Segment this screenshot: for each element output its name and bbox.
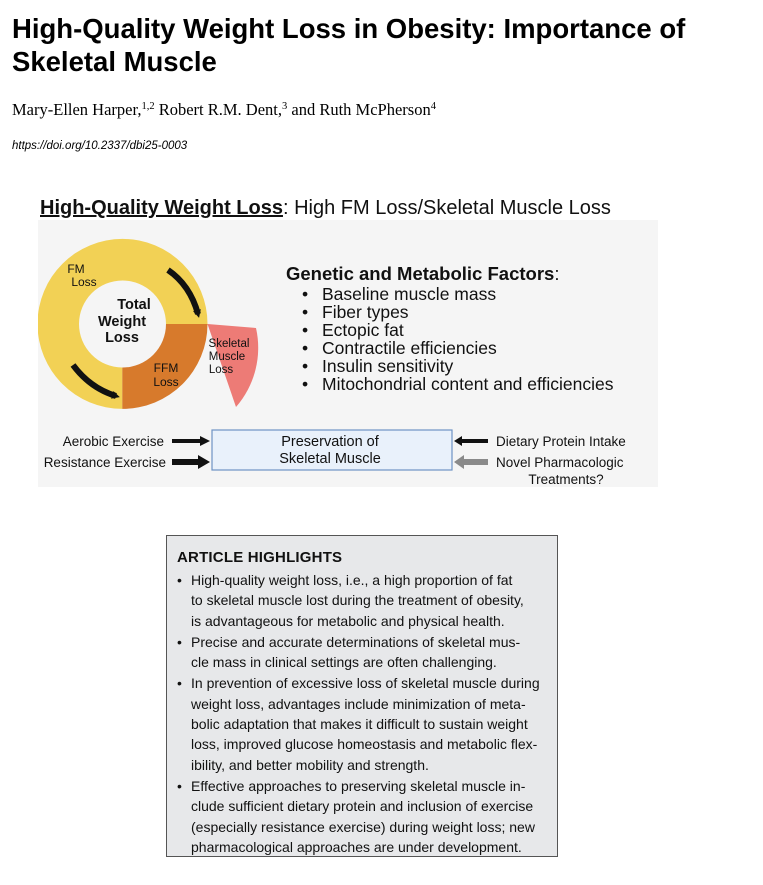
factor-item: Insulin sensitivity [322,356,454,376]
factor-bullet: • [302,320,309,340]
graphical-abstract-figure [38,187,658,487]
factor-bullet: • [302,374,309,394]
highlight-line: weight loss, advantages include minimization of meta- [191,695,526,712]
author-name: Robert R.M. Dent, [154,100,282,119]
figure-heading [40,197,611,219]
author-name: and Ruth McPherson [287,100,431,119]
skeletal-muscle-loss-label: Loss [208,364,234,376]
doi-link[interactable]: https://doi.org/10.2337/dbi25-0003 [12,140,188,152]
pharmacologic-label: Treatments? [528,472,604,487]
highlight-line: In prevention of excessive loss of skeletal muscle during [191,675,540,692]
highlights-heading: ARTICLE HIGHLIGHTS [177,549,343,566]
fm-loss-label: FM [67,262,85,276]
highlight-line: cle mass in clinical settings are often challenging. [191,654,497,671]
ffm-loss-label: Loss [153,375,179,389]
factor-bullet: • [302,302,309,322]
preservation-box-line: Skeletal Muscle [279,451,381,467]
ring-center-line: Loss [105,330,139,346]
pharmacologic-label: Novel Pharmacologic [496,455,624,470]
ffm-loss-label: FFM [153,361,179,375]
dietary-protein-label: Dietary Protein Intake [496,434,626,449]
factors-title-text: Genetic and Metabolic Factors [286,263,555,284]
factor-item: Contractile efficiencies [322,338,497,358]
highlight-line: pharmacological approaches are under development. [191,838,522,855]
highlight-line: clude sufficient dietary protein and inclusion of exercise [191,798,534,815]
factor-bullet: • [302,284,309,304]
highlights-list [177,570,545,857]
author-affiliation: 1,2 [141,101,155,112]
highlight-item [177,673,545,774]
factor-item: Mitochondrial content and efficiencies [322,374,614,394]
article-highlights-box [166,535,558,857]
resistance-exercise-label: Resistance Exercise [43,455,166,470]
highlight-line: ibility, and better mobility and strength. [191,756,429,773]
author-affiliation: 3 [282,101,288,112]
factor-item: Ectopic fat [322,320,404,340]
highlight-line: loss, improved glucose homeostasis and metabolic flex- [191,736,538,753]
factors-title-colon: : [554,263,560,284]
highlight-line: to skeletal muscle lost during the treatment of obesity, [191,592,524,609]
factor-item: Baseline muscle mass [322,284,497,304]
highlight-line: Effective approaches to preserving skeletal muscle in- [191,777,526,794]
author-list [12,100,436,120]
highlight-line: High-quality weight loss, i.e., a high proportion of fat [191,572,513,588]
highlight-item [177,570,545,631]
highlight-item [177,632,545,673]
factor-bullet: • [302,356,309,376]
fm-loss-label: Loss [71,275,97,289]
highlight-line: (especially resistance exercise) during weight loss; new [191,818,535,835]
factor-item: Fiber types [322,302,409,322]
aerobic-exercise-label: Aerobic Exercise [62,434,164,449]
figure-heading-rest: : High FM Loss/Skeletal Muscle Loss [282,197,611,219]
figure-heading-emphasis: High-Quality Weight Loss [40,197,283,219]
factors-title [286,263,559,284]
author-name: Mary-Ellen Harper, [12,100,142,119]
ring-center-line: Total [117,297,151,313]
highlight-item [177,776,545,857]
author-affiliation: 4 [430,101,436,112]
skeletal-muscle-loss-label: Muscle [208,351,246,363]
preservation-box-line: Preservation of [281,434,379,450]
highlight-line: is advantageous for metabolic and physical health. [191,612,505,629]
highlight-line: Precise and accurate determinations of skeletal mus- [191,633,521,650]
ring-center-line: Weight [97,314,147,330]
skeletal-muscle-loss-label: Skeletal [208,338,250,350]
highlight-line: bolic adaptation that makes it difficult to sustain weight [191,716,528,733]
factor-bullet: • [302,338,309,358]
article-title: High-Quality Weight Loss in Obesity: Importance of Skeletal Muscle [12,13,686,77]
